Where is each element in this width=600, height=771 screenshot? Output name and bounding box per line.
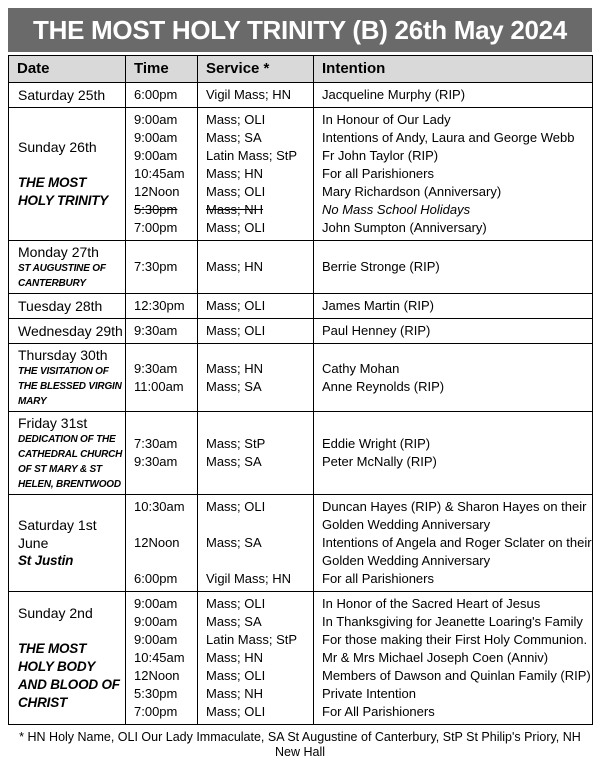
date-cell <box>9 241 126 294</box>
time-entry: 7:30pm <box>134 259 178 274</box>
service-entry: Mass; HN <box>206 650 264 665</box>
time-entry: 9:30am <box>134 454 178 469</box>
service-entry: Mass; OLI <box>206 704 266 719</box>
time-entry: 6:00pm <box>134 87 178 102</box>
service-entry: Vigil Mass; HN <box>206 87 292 102</box>
time-cell <box>126 412 198 495</box>
schedule-body <box>9 83 593 725</box>
service-cell <box>198 412 314 495</box>
time-entry: 11:00am <box>134 378 184 394</box>
time-cell <box>126 344 198 412</box>
service-entry: Mass; OLI <box>206 323 266 338</box>
service-entry: Mass; HN <box>206 259 264 274</box>
time-entry: 7:30am <box>134 436 178 451</box>
day-row <box>9 241 593 294</box>
service-entry <box>206 516 305 534</box>
time-entry: 9:00am <box>134 148 178 163</box>
time-cell <box>126 241 198 294</box>
service-entry: Mass; SA <box>206 454 262 469</box>
feast-label: CATHEDRAL CHURCH <box>18 449 123 460</box>
intention-entry: Mary Richardson (Anniversary) <box>322 184 502 199</box>
intention-cell <box>314 319 593 344</box>
day-label: Saturday 1st <box>18 517 97 533</box>
time-entry: 12Noon <box>134 184 180 199</box>
time-entry: 12Noon <box>134 668 180 683</box>
time-entry: 10:45am <box>134 650 185 665</box>
intention-entry: Anne Reynolds (RIP) <box>322 378 445 394</box>
time-entry: 6:00pm <box>134 571 178 586</box>
time-entry: 5:30pm <box>134 202 178 217</box>
intention-entry: Golden Wedding Anniversary <box>322 553 491 568</box>
intention-entry: Cathy Mohan <box>322 360 400 376</box>
intention-cell <box>314 412 593 495</box>
service-entry: Mass; HN <box>206 166 264 181</box>
day-label: June <box>18 535 49 551</box>
day-label: Tuesday 28th <box>18 298 103 314</box>
feast-label: OF ST MARY & ST <box>18 464 102 475</box>
table-header-row <box>9 56 593 83</box>
date-cell <box>9 83 126 108</box>
feast-label: ST AUGUSTINE OF <box>18 263 106 274</box>
date-cell <box>9 344 126 412</box>
spacer-line <box>18 156 119 174</box>
day-row <box>9 108 593 241</box>
service-cell <box>198 319 314 344</box>
service-cell <box>198 592 314 725</box>
intention-cell <box>314 108 593 241</box>
feast-label: THE MOST <box>18 641 87 656</box>
time-entry: 12:30pm <box>134 298 185 313</box>
time-entry: 9:30am <box>134 360 178 376</box>
mass-schedule-table <box>8 55 593 725</box>
date-cell <box>9 108 126 241</box>
column-header-intention: Intention <box>314 56 593 83</box>
day-label: Wednesday 29th <box>18 323 123 339</box>
service-entry: Mass; SA <box>206 614 262 629</box>
intention-cell <box>314 294 593 319</box>
time-entry: 9:00am <box>134 112 178 127</box>
service-cell <box>198 294 314 319</box>
service-cell <box>198 241 314 294</box>
intention-entry: Jacqueline Murphy (RIP) <box>322 87 466 102</box>
feast-label: CHRIST <box>18 695 68 710</box>
column-header-time: Time <box>126 56 198 83</box>
time-cell <box>126 108 198 241</box>
time-cell <box>126 294 198 319</box>
service-entry: Vigil Mass; HN <box>206 571 292 586</box>
intention-entry: Eddie Wright (RIP) <box>322 436 431 451</box>
intention-entry: In Honor of the Sacred Heart of Jesus <box>322 596 541 611</box>
date-cell <box>9 592 126 725</box>
time-entry: 9:00am <box>134 614 178 629</box>
day-row <box>9 412 593 495</box>
intention-entry: For all Parishioners <box>322 571 434 586</box>
service-entry: Mass; StP <box>206 436 266 451</box>
day-label: Monday 27th <box>18 244 99 260</box>
service-entry: Mass; OLI <box>206 668 266 683</box>
time-entry: 9:00am <box>134 596 178 611</box>
intention-entry: Private Intention <box>322 686 416 701</box>
time-entry: 10:30am <box>134 499 185 514</box>
time-entry <box>134 552 189 570</box>
service-entry: Mass; OLI <box>206 298 266 313</box>
feast-label: AND BLOOD OF <box>18 677 120 692</box>
service-cell <box>198 495 314 592</box>
time-entry: 9:00am <box>134 632 178 647</box>
service-entry: Mass; SA <box>206 535 262 550</box>
intention-entry: Peter McNally (RIP) <box>322 454 437 469</box>
day-row <box>9 592 593 725</box>
time-entry: 9:00am <box>134 130 178 145</box>
service-entry: Latin Mass; StP <box>206 148 298 163</box>
service-entry: Mass; SA <box>206 378 262 394</box>
time-entry: 7:00pm <box>134 220 178 235</box>
intention-entry: In Thanksgiving for Jeanette Loaring's Family <box>322 614 583 629</box>
day-row <box>9 294 593 319</box>
intention-entry: No Mass School Holidays <box>322 202 471 217</box>
intention-cell <box>314 344 593 412</box>
column-header-service: Service * <box>198 56 314 83</box>
intention-entry: Paul Henney (RIP) <box>322 323 431 338</box>
service-entry: Mass; SA <box>206 130 262 145</box>
service-entry: Mass; HN <box>206 360 264 376</box>
intention-entry: For All Parishioners <box>322 704 435 719</box>
page-title: THE MOST HOLY TRINITY (B) 26th May 2024 <box>8 8 592 52</box>
feast-label: MARY <box>18 396 47 407</box>
feast-label: DEDICATION OF THE <box>18 434 116 445</box>
feast-label: THE MOST <box>18 175 87 190</box>
time-cell <box>126 319 198 344</box>
intention-cell <box>314 241 593 294</box>
service-entry: Mass; OLI <box>206 596 266 611</box>
intention-entry: Golden Wedding Anniversary <box>322 517 491 532</box>
feast-label: HELEN, BRENTWOOD <box>18 479 121 490</box>
date-cell <box>9 294 126 319</box>
feast-label: CANTERBURY <box>18 278 86 289</box>
day-row <box>9 83 593 108</box>
feast-label: St Justin <box>18 553 74 568</box>
feast-label: THE BLESSED VIRGIN <box>18 381 122 392</box>
service-entry: Mass; OLI <box>206 220 266 235</box>
column-header-date: Date <box>9 56 126 83</box>
day-label: Friday 31st <box>18 415 88 431</box>
day-label: Sunday 26th <box>18 139 97 155</box>
intention-entry: Intentions of Angela and Roger Sclater on their <box>322 535 592 550</box>
service-entry: Mass; OLI <box>206 112 266 127</box>
feast-label: HOLY TRINITY <box>18 193 109 208</box>
time-entry <box>134 516 189 534</box>
service-cell <box>198 83 314 108</box>
spacer-line <box>18 622 119 640</box>
service-entry: Mass; NH <box>206 202 264 217</box>
day-row <box>9 319 593 344</box>
date-cell <box>9 412 126 495</box>
time-cell <box>126 592 198 725</box>
intention-entry: Intentions of Andy, Laura and George Webb <box>322 130 575 145</box>
intention-entry: In Honour of Our Lady <box>322 112 451 127</box>
intention-cell <box>314 495 593 592</box>
day-label: Saturday 25th <box>18 87 106 103</box>
service-entry: Mass; OLI <box>206 184 266 199</box>
time-entry: 5:30pm <box>134 686 178 701</box>
service-entry: Latin Mass; StP <box>206 632 298 647</box>
intention-cell <box>314 592 593 725</box>
time-cell <box>126 83 198 108</box>
feast-label: THE VISITATION OF <box>18 366 109 377</box>
date-cell <box>9 495 126 592</box>
service-entry: Mass; NH <box>206 686 264 701</box>
feast-label: HOLY BODY <box>18 659 96 674</box>
time-entry: 10:45am <box>134 166 185 181</box>
intention-entry: James Martin (RIP) <box>322 298 434 313</box>
time-entry: 9:30am <box>134 323 178 338</box>
intention-entry: Members of Dawson and Quinlan Family (RIP) <box>322 668 591 683</box>
intention-entry: For those making their First Holy Communion. <box>322 632 588 647</box>
service-entry <box>206 552 305 570</box>
service-cell <box>198 108 314 241</box>
intention-entry: For all Parishioners <box>322 166 434 181</box>
time-entry: 12Noon <box>134 535 180 550</box>
intention-cell <box>314 83 593 108</box>
date-cell <box>9 319 126 344</box>
time-entry: 7:00pm <box>134 704 178 719</box>
intention-entry: Berrie Stronge (RIP) <box>322 259 440 274</box>
day-row <box>9 344 593 412</box>
time-cell <box>126 495 198 592</box>
intention-entry: John Sumpton (Anniversary) <box>322 220 487 235</box>
service-cell <box>198 344 314 412</box>
intention-entry: Fr John Taylor (RIP) <box>322 148 439 163</box>
day-row <box>9 495 593 592</box>
day-label: Thursday 30th <box>18 347 108 363</box>
intention-entry: Mr & Mrs Michael Joseph Coen (Anniv) <box>322 650 549 665</box>
day-label: Sunday 2nd <box>18 605 93 621</box>
footnote: * HN Holy Name, OLI Our Lady Immaculate, SA St Augustine of Canterbury, StP St Philip's Priory, NH New Hall <box>19 730 581 759</box>
service-entry: Mass; OLI <box>206 499 266 514</box>
intention-entry: Duncan Hayes (RIP) & Sharon Hayes on their <box>322 499 587 514</box>
